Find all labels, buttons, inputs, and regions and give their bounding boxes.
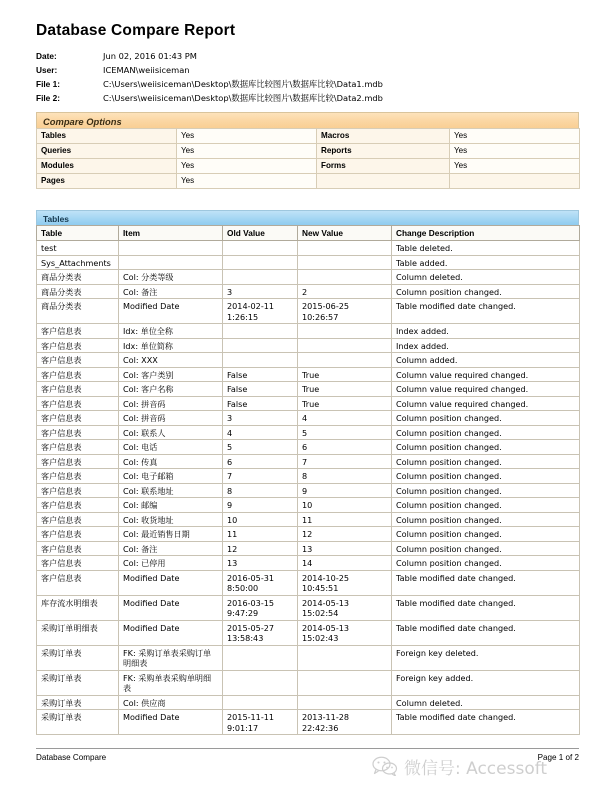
cell-new-value: 4 xyxy=(298,411,392,426)
cell-table-name: 客户信息表 xyxy=(37,396,119,411)
cell-item: Col: XXX xyxy=(119,353,223,368)
cell-old-value: False xyxy=(223,367,298,382)
compare-option-label: Modules xyxy=(37,159,177,174)
cell-table-name: 采购订单表 xyxy=(37,670,119,695)
tables-section xyxy=(36,210,579,735)
cell-item: Col: 客户名称 xyxy=(119,382,223,397)
cell-old-value: 9 xyxy=(223,498,298,513)
cell-new-value xyxy=(298,255,392,270)
cell-table-name: 客户信息表 xyxy=(37,541,119,556)
cell-change-description: Column position changed. xyxy=(392,527,580,542)
table-row xyxy=(37,620,580,645)
cell-item: Idx: 单位全称 xyxy=(119,324,223,339)
table-row xyxy=(37,541,580,556)
table-row xyxy=(37,338,580,353)
tables-changes-table xyxy=(36,225,580,735)
table-row xyxy=(37,411,580,426)
compare-options-heading: Compare Options xyxy=(36,112,579,128)
cell-table-name: 客户信息表 xyxy=(37,527,119,542)
cell-new-value xyxy=(298,353,392,368)
cell-change-description: Column value required changed. xyxy=(392,382,580,397)
cell-new-value xyxy=(298,241,392,256)
cell-item: Col: 电子邮箱 xyxy=(119,469,223,484)
cell-change-description: Column position changed. xyxy=(392,284,580,299)
cell-item: Col: 供应商 xyxy=(119,695,223,710)
cell-new-value: 14 xyxy=(298,556,392,571)
report-meta xyxy=(36,50,576,106)
cell-new-value: True xyxy=(298,396,392,411)
cell-table-name: 客户信息表 xyxy=(37,454,119,469)
cell-old-value: 2014-02-11 1:26:15 xyxy=(223,299,298,324)
compare-option-value: Yes xyxy=(177,174,317,189)
cell-change-description: Column deleted. xyxy=(392,695,580,710)
cell-change-description: Column position changed. xyxy=(392,440,580,455)
compare-option-value: Yes xyxy=(177,129,317,144)
cell-old-value: 11 xyxy=(223,527,298,542)
column-header: New Value xyxy=(298,226,392,241)
table-row xyxy=(37,367,580,382)
table-row xyxy=(37,241,580,256)
compare-options-section xyxy=(36,112,579,189)
cell-new-value xyxy=(298,695,392,710)
cell-new-value: True xyxy=(298,367,392,382)
cell-new-value: 6 xyxy=(298,440,392,455)
table-row xyxy=(37,353,580,368)
table-row xyxy=(37,645,580,670)
footer-left-label: Database Compare xyxy=(36,753,107,762)
cell-old-value: 3 xyxy=(223,284,298,299)
cell-old-value: 2016-03-15 9:47:29 xyxy=(223,595,298,620)
cell-item: Col: 传真 xyxy=(119,454,223,469)
cell-change-description: Column value required changed. xyxy=(392,367,580,382)
table-header-row xyxy=(37,226,580,241)
cell-table-name: 客户信息表 xyxy=(37,382,119,397)
table-row xyxy=(37,710,580,735)
cell-item: Col: 联系人 xyxy=(119,425,223,440)
compare-options-table xyxy=(36,128,580,189)
table-row xyxy=(37,396,580,411)
cell-table-name: 客户信息表 xyxy=(37,440,119,455)
cell-new-value: 7 xyxy=(298,454,392,469)
cell-change-description: Table added. xyxy=(392,255,580,270)
cell-change-description: Table deleted. xyxy=(392,241,580,256)
cell-table-name: 库存流水明细表 xyxy=(37,595,119,620)
cell-item: Col: 备注 xyxy=(119,541,223,556)
cell-old-value: False xyxy=(223,382,298,397)
table-row xyxy=(37,255,580,270)
cell-table-name: 采购订单表 xyxy=(37,695,119,710)
cell-item: Col: 最近销售日期 xyxy=(119,527,223,542)
cell-old-value xyxy=(223,670,298,695)
cell-old-value xyxy=(223,695,298,710)
cell-item xyxy=(119,255,223,270)
cell-old-value: 2016-05-31 8:50:00 xyxy=(223,570,298,595)
cell-old-value: 8 xyxy=(223,483,298,498)
cell-new-value: 10 xyxy=(298,498,392,513)
table-row xyxy=(37,483,580,498)
cell-item xyxy=(119,241,223,256)
table-row xyxy=(37,440,580,455)
table-row xyxy=(37,324,580,339)
cell-new-value: 13 xyxy=(298,541,392,556)
watermark-text: 微信号: Accessoft xyxy=(404,758,548,779)
cell-table-name: 客户信息表 xyxy=(37,324,119,339)
cell-new-value xyxy=(298,324,392,339)
column-header: Item xyxy=(119,226,223,241)
cell-change-description: Column deleted. xyxy=(392,270,580,285)
compare-option-value: Yes xyxy=(177,159,317,174)
compare-option-label: Forms xyxy=(317,159,450,174)
cell-change-description: Foreign key added. xyxy=(392,670,580,695)
compare-option-label: Macros xyxy=(317,129,450,144)
cell-item: Idx: 单位简称 xyxy=(119,338,223,353)
meta-row xyxy=(36,64,576,78)
cell-new-value: 2014-05-13 15:02:54 xyxy=(298,595,392,620)
table-row xyxy=(37,454,580,469)
cell-table-name: 客户信息表 xyxy=(37,556,119,571)
cell-old-value xyxy=(223,338,298,353)
table-row xyxy=(37,512,580,527)
compare-option-label: Pages xyxy=(37,174,177,189)
table-row xyxy=(37,527,580,542)
table-row xyxy=(37,595,580,620)
cell-item: Col: 收货地址 xyxy=(119,512,223,527)
cell-item: Col: 分类等级 xyxy=(119,270,223,285)
cell-change-description: Index added. xyxy=(392,324,580,339)
cell-change-description: Column position changed. xyxy=(392,483,580,498)
table-row xyxy=(37,284,580,299)
cell-old-value: 12 xyxy=(223,541,298,556)
cell-new-value: 11 xyxy=(298,512,392,527)
page-title: Database Compare Report xyxy=(36,22,236,39)
cell-table-name: 采购订单明细表 xyxy=(37,620,119,645)
cell-old-value: 13 xyxy=(223,556,298,571)
cell-table-name: test xyxy=(37,241,119,256)
cell-table-name: Sys_Attachments xyxy=(37,255,119,270)
cell-item: Col: 已停用 xyxy=(119,556,223,571)
cell-table-name: 商品分类表 xyxy=(37,270,119,285)
cell-change-description: Column position changed. xyxy=(392,425,580,440)
meta-label: Date: xyxy=(36,51,57,61)
table-row xyxy=(37,299,580,324)
cell-old-value: False xyxy=(223,396,298,411)
cell-item: Modified Date xyxy=(119,570,223,595)
cell-change-description: Column position changed. xyxy=(392,469,580,484)
meta-row xyxy=(36,50,576,64)
compare-option-label: Queries xyxy=(37,144,177,159)
cell-table-name: 客户信息表 xyxy=(37,353,119,368)
compare-option-value: Yes xyxy=(450,144,580,159)
cell-table-name: 客户信息表 xyxy=(37,469,119,484)
cell-new-value: True xyxy=(298,382,392,397)
compare-option-value: Yes xyxy=(450,129,580,144)
cell-new-value: 5 xyxy=(298,425,392,440)
cell-new-value: 2015-06-25 10:26:57 xyxy=(298,299,392,324)
cell-old-value: 7 xyxy=(223,469,298,484)
cell-table-name: 商品分类表 xyxy=(37,284,119,299)
table-row xyxy=(37,670,580,695)
meta-value: C:\Users\weiisiceman\Desktop\数据库比较图片\数据库比较\Data2.mdb xyxy=(103,93,383,103)
cell-new-value: 2014-05-13 15:02:43 xyxy=(298,620,392,645)
table-row xyxy=(37,570,580,595)
cell-old-value xyxy=(223,241,298,256)
meta-row xyxy=(36,78,576,92)
cell-change-description: Column position changed. xyxy=(392,512,580,527)
cell-item: Modified Date xyxy=(119,620,223,645)
cell-table-name: 客户信息表 xyxy=(37,338,119,353)
cell-new-value: 2014-10-25 10:45:51 xyxy=(298,570,392,595)
cell-old-value: 6 xyxy=(223,454,298,469)
cell-old-value xyxy=(223,270,298,285)
meta-value: Jun 02, 2016 01:43 PM xyxy=(103,51,197,61)
cell-change-description: Index added. xyxy=(392,338,580,353)
cell-table-name: 采购订单表 xyxy=(37,710,119,735)
compare-option-value xyxy=(450,174,580,189)
meta-value: ICEMAN\weiisiceman xyxy=(103,65,190,75)
cell-table-name: 客户信息表 xyxy=(37,425,119,440)
cell-change-description: Column position changed. xyxy=(392,454,580,469)
cell-item: Col: 拼音码 xyxy=(119,411,223,426)
cell-change-description: Column value required changed. xyxy=(392,396,580,411)
cell-item: Col: 电话 xyxy=(119,440,223,455)
cell-item: Col: 备注 xyxy=(119,284,223,299)
cell-table-name: 客户信息表 xyxy=(37,498,119,513)
cell-change-description: Column added. xyxy=(392,353,580,368)
cell-change-description: Table modified date changed. xyxy=(392,595,580,620)
table-row xyxy=(37,469,580,484)
compare-option-row xyxy=(37,129,580,144)
compare-option-row xyxy=(37,144,580,159)
cell-item: Col: 联系地址 xyxy=(119,483,223,498)
cell-table-name: 客户信息表 xyxy=(37,570,119,595)
cell-old-value: 5 xyxy=(223,440,298,455)
table-row xyxy=(37,498,580,513)
cell-old-value: 2015-05-27 13:58:43 xyxy=(223,620,298,645)
cell-old-value xyxy=(223,645,298,670)
cell-new-value xyxy=(298,645,392,670)
cell-item: FK: 采购订单表采购订单明细表 xyxy=(119,645,223,670)
table-row xyxy=(37,270,580,285)
cell-table-name: 客户信息表 xyxy=(37,483,119,498)
cell-change-description: Table modified date changed. xyxy=(392,620,580,645)
column-header: Change Description xyxy=(392,226,580,241)
cell-new-value xyxy=(298,670,392,695)
compare-option-value: Yes xyxy=(177,144,317,159)
cell-change-description: Table modified date changed. xyxy=(392,299,580,324)
meta-label: File 2: xyxy=(36,93,60,103)
cell-change-description: Foreign key deleted. xyxy=(392,645,580,670)
cell-table-name: 客户信息表 xyxy=(37,411,119,426)
compare-option-label: Reports xyxy=(317,144,450,159)
meta-label: File 1: xyxy=(36,79,60,89)
cell-table-name: 商品分类表 xyxy=(37,299,119,324)
cell-table-name: 客户信息表 xyxy=(37,367,119,382)
footer-page-number: Page 1 of 2 xyxy=(537,753,579,762)
cell-old-value xyxy=(223,255,298,270)
page-footer xyxy=(36,748,579,762)
table-row xyxy=(37,695,580,710)
compare-option-value: Yes xyxy=(450,159,580,174)
cell-old-value xyxy=(223,324,298,339)
compare-option-row xyxy=(37,159,580,174)
column-header: Old Value xyxy=(223,226,298,241)
meta-value: C:\Users\weiisiceman\Desktop\数据库比较图片\数据库比较\Data1.mdb xyxy=(103,79,383,89)
compare-option-label: Tables xyxy=(37,129,177,144)
compare-option-label xyxy=(317,174,450,189)
meta-row xyxy=(36,92,576,106)
tables-heading: Tables xyxy=(36,210,579,225)
table-row xyxy=(37,556,580,571)
cell-old-value: 4 xyxy=(223,425,298,440)
cell-change-description: Column position changed. xyxy=(392,541,580,556)
cell-old-value: 2015-11-11 9:01:17 xyxy=(223,710,298,735)
cell-change-description: Column position changed. xyxy=(392,498,580,513)
cell-table-name: 客户信息表 xyxy=(37,512,119,527)
cell-new-value xyxy=(298,270,392,285)
cell-item: Modified Date xyxy=(119,710,223,735)
cell-item: Modified Date xyxy=(119,299,223,324)
cell-new-value xyxy=(298,338,392,353)
cell-item: Col: 邮编 xyxy=(119,498,223,513)
cell-change-description: Column position changed. xyxy=(392,556,580,571)
cell-item: Modified Date xyxy=(119,595,223,620)
cell-item: Col: 拼音码 xyxy=(119,396,223,411)
table-row xyxy=(37,382,580,397)
cell-old-value: 3 xyxy=(223,411,298,426)
column-header: Table xyxy=(37,226,119,241)
cell-item: Col: 客户类别 xyxy=(119,367,223,382)
cell-new-value: 9 xyxy=(298,483,392,498)
cell-new-value: 8 xyxy=(298,469,392,484)
cell-change-description: Table modified date changed. xyxy=(392,710,580,735)
cell-old-value xyxy=(223,353,298,368)
cell-change-description: Table modified date changed. xyxy=(392,570,580,595)
table-row xyxy=(37,425,580,440)
cell-new-value: 2 xyxy=(298,284,392,299)
cell-change-description: Column position changed. xyxy=(392,411,580,426)
compare-option-row xyxy=(37,174,580,189)
meta-label: User: xyxy=(36,65,58,75)
cell-item: FK: 采购单表采购单明细表 xyxy=(119,670,223,695)
cell-new-value: 12 xyxy=(298,527,392,542)
cell-table-name: 采购订单表 xyxy=(37,645,119,670)
cell-new-value: 2013-11-28 22:42:36 xyxy=(298,710,392,735)
cell-old-value: 10 xyxy=(223,512,298,527)
